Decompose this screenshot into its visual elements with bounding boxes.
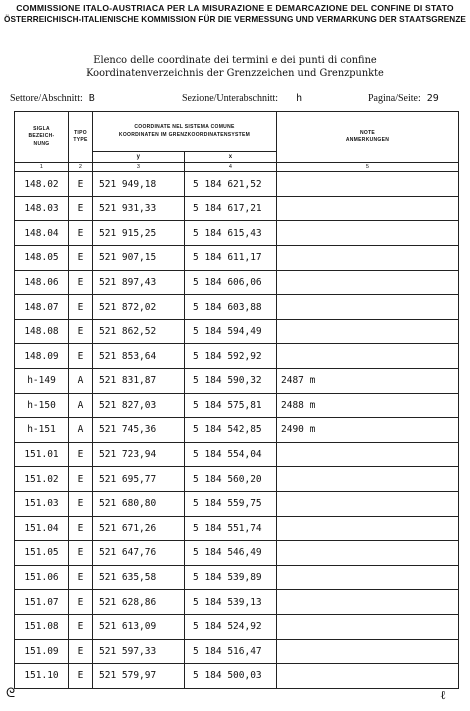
pagina-label: Pagina/Seite:	[368, 93, 421, 104]
commission-title-italian: COMMISSIONE ITALO-AUSTRIACA PER LA MISURAZIONE E DEMARCAZIONE DEL CONFINE DI STATO	[16, 3, 454, 13]
point-note	[277, 344, 459, 369]
table-row	[15, 344, 459, 369]
column-number-1: 1	[15, 163, 69, 172]
commission-title-german: ÖSTERREICHISCH-ITALIENISCHE KOMMISSION FÜR DIE VERMESSUNG UND VERMARKUNG DER STAATSGRENZE	[4, 15, 466, 24]
coord-x: 5 184 524,92	[185, 614, 277, 639]
point-type: E	[69, 344, 93, 369]
table-row	[15, 221, 459, 246]
point-type: A	[69, 418, 93, 443]
point-note	[277, 639, 459, 664]
point-type: E	[69, 319, 93, 344]
coord-x: 5 184 539,89	[185, 565, 277, 590]
coord-x: 5 184 551,74	[185, 516, 277, 541]
table-row	[15, 541, 459, 566]
point-code: 151.02	[15, 467, 69, 492]
point-type: E	[69, 565, 93, 590]
header-tipo	[69, 112, 93, 163]
point-type: E	[69, 664, 93, 689]
handwritten-initials-right: ℓ	[440, 688, 446, 702]
header-sigla-line3: NUNG	[33, 140, 50, 147]
point-note	[277, 516, 459, 541]
point-code: 151.10	[15, 664, 69, 689]
point-code: 151.09	[15, 639, 69, 664]
coord-y: 521 680,80	[93, 491, 185, 516]
header-tipo-line1: TIPO	[74, 129, 87, 136]
point-code: 148.02	[15, 172, 69, 197]
point-note	[277, 565, 459, 590]
point-type: E	[69, 172, 93, 197]
point-code: 151.04	[15, 516, 69, 541]
point-type: E	[69, 639, 93, 664]
header-coord-line1: COORDINATE NEL SISTEMA COMUNE	[134, 124, 235, 130]
header-x: x	[185, 152, 277, 163]
point-note	[277, 442, 459, 467]
point-note: 2488 m	[277, 393, 459, 418]
sezione-label: Sezione/Unterabschnitt:	[182, 93, 279, 104]
coord-y: 521 827,03	[93, 393, 185, 418]
coord-x: 5 184 546,49	[185, 541, 277, 566]
point-code: 148.06	[15, 270, 69, 295]
column-number-5: 5	[277, 163, 459, 172]
coord-y: 521 907,15	[93, 246, 185, 271]
coord-x: 5 184 606,06	[185, 270, 277, 295]
table-row	[15, 442, 459, 467]
point-note: 2490 m	[277, 418, 459, 443]
header-note-line1: NOTE	[359, 129, 376, 136]
point-note	[277, 246, 459, 271]
coord-x: 5 184 621,52	[185, 172, 277, 197]
point-code: 151.03	[15, 491, 69, 516]
point-code: 151.06	[15, 565, 69, 590]
point-type: E	[69, 246, 93, 271]
table-row	[15, 295, 459, 320]
table-row	[15, 565, 459, 590]
sezione-field	[182, 93, 302, 104]
point-code: h-150	[15, 393, 69, 418]
column-number-4: 4	[185, 163, 277, 172]
coord-x: 5 184 575,81	[185, 393, 277, 418]
point-type: E	[69, 541, 93, 566]
point-code: 148.03	[15, 196, 69, 221]
column-number-2: 2	[69, 163, 93, 172]
point-code: 151.01	[15, 442, 69, 467]
settore-value: B	[88, 93, 95, 104]
table-row	[15, 196, 459, 221]
coord-x: 5 184 554,04	[185, 442, 277, 467]
coord-y: 521 931,33	[93, 196, 185, 221]
coord-y: 521 853,64	[93, 344, 185, 369]
point-note	[277, 541, 459, 566]
coord-y: 521 915,25	[93, 221, 185, 246]
pagina-value: 29	[426, 93, 439, 104]
table-row	[15, 319, 459, 344]
table-row	[15, 491, 459, 516]
header-coordinates	[93, 112, 277, 152]
point-type: E	[69, 516, 93, 541]
table-row	[15, 467, 459, 492]
point-type: E	[69, 590, 93, 615]
coord-x: 5 184 617,21	[185, 196, 277, 221]
settore-field	[10, 93, 95, 104]
coord-x: 5 184 594,49	[185, 319, 277, 344]
coord-x: 5 184 500,03	[185, 664, 277, 689]
header-y: y	[93, 152, 185, 163]
coord-x: 5 184 559,75	[185, 491, 277, 516]
coord-x: 5 184 542,85	[185, 418, 277, 443]
table-row	[15, 246, 459, 271]
coord-y: 521 745,36	[93, 418, 185, 443]
point-code: h-151	[15, 418, 69, 443]
coord-x: 5 184 590,32	[185, 369, 277, 394]
point-code: 148.07	[15, 295, 69, 320]
coord-y: 521 862,52	[93, 319, 185, 344]
coord-x: 5 184 615,43	[185, 221, 277, 246]
point-note	[277, 467, 459, 492]
coordinate-table	[14, 111, 459, 689]
point-note	[277, 614, 459, 639]
point-note	[277, 590, 459, 615]
point-code: 151.08	[15, 614, 69, 639]
handwritten-initials-left: ᘓ	[6, 686, 16, 701]
coord-x: 5 184 516,47	[185, 639, 277, 664]
point-type: E	[69, 295, 93, 320]
header-note	[277, 112, 459, 163]
table-row	[15, 369, 459, 394]
coord-y: 521 671,26	[93, 516, 185, 541]
point-type: A	[69, 393, 93, 418]
coord-x: 5 184 603,88	[185, 295, 277, 320]
point-note	[277, 295, 459, 320]
point-type: A	[69, 369, 93, 394]
header-sigla-line2: BEZEICH-	[28, 133, 55, 140]
table-row	[15, 639, 459, 664]
point-type: E	[69, 270, 93, 295]
point-note	[277, 491, 459, 516]
table-row	[15, 590, 459, 615]
table-row	[15, 418, 459, 443]
header-sigla-line1: SIGLA	[33, 125, 50, 132]
point-type: E	[69, 467, 93, 492]
point-note	[277, 319, 459, 344]
point-code: 151.07	[15, 590, 69, 615]
pagina-field	[368, 93, 439, 104]
point-type: E	[69, 196, 93, 221]
document-subtitle-german: Koordinatenverzeichnis der Grenzzeichen und Grenzpunkte	[86, 68, 384, 79]
coord-y: 521 723,94	[93, 442, 185, 467]
point-note	[277, 196, 459, 221]
point-note	[277, 172, 459, 197]
point-note	[277, 664, 459, 689]
table-row	[15, 664, 459, 689]
coord-y: 521 613,09	[93, 614, 185, 639]
header-sigla	[15, 112, 69, 163]
coord-x: 5 184 611,17	[185, 246, 277, 271]
settore-label: Settore/Abschnitt:	[10, 93, 83, 104]
table-row	[15, 614, 459, 639]
point-code: 148.09	[15, 344, 69, 369]
table-row	[15, 270, 459, 295]
point-note	[277, 221, 459, 246]
coord-y: 521 949,18	[93, 172, 185, 197]
point-code: 148.08	[15, 319, 69, 344]
coord-y: 521 872,02	[93, 295, 185, 320]
document-subtitle-italian: Elenco delle coordinate dei termini e dei punti di confine	[93, 55, 377, 66]
column-number-3: 3	[93, 163, 185, 172]
coord-x: 5 184 592,92	[185, 344, 277, 369]
coord-y: 521 628,86	[93, 590, 185, 615]
point-code: 151.05	[15, 541, 69, 566]
table-row	[15, 516, 459, 541]
point-type: E	[69, 221, 93, 246]
table-row	[15, 172, 459, 197]
point-type: E	[69, 614, 93, 639]
coord-y: 521 635,58	[93, 565, 185, 590]
point-note	[277, 270, 459, 295]
point-type: E	[69, 491, 93, 516]
point-code: 148.04	[15, 221, 69, 246]
point-code: h-149	[15, 369, 69, 394]
coord-y: 521 695,77	[93, 467, 185, 492]
coord-y: 521 647,76	[93, 541, 185, 566]
point-note: 2487 m	[277, 369, 459, 394]
header-note-line2: ANMERKUNGEN	[345, 137, 390, 143]
coord-y: 521 597,33	[93, 639, 185, 664]
point-code: 148.05	[15, 246, 69, 271]
coord-y: 521 579,97	[93, 664, 185, 689]
coord-y: 521 831,87	[93, 369, 185, 394]
header-tipo-line2: TYPE	[73, 137, 88, 143]
coord-x: 5 184 539,13	[185, 590, 277, 615]
table-row	[15, 393, 459, 418]
point-type: E	[69, 442, 93, 467]
coord-x: 5 184 560,20	[185, 467, 277, 492]
sezione-value: h	[296, 93, 303, 104]
coord-y: 521 897,43	[93, 270, 185, 295]
header-coord-line2: KOORDINATEN IM GRENZKOORDINATENSYSTEM	[118, 131, 251, 138]
